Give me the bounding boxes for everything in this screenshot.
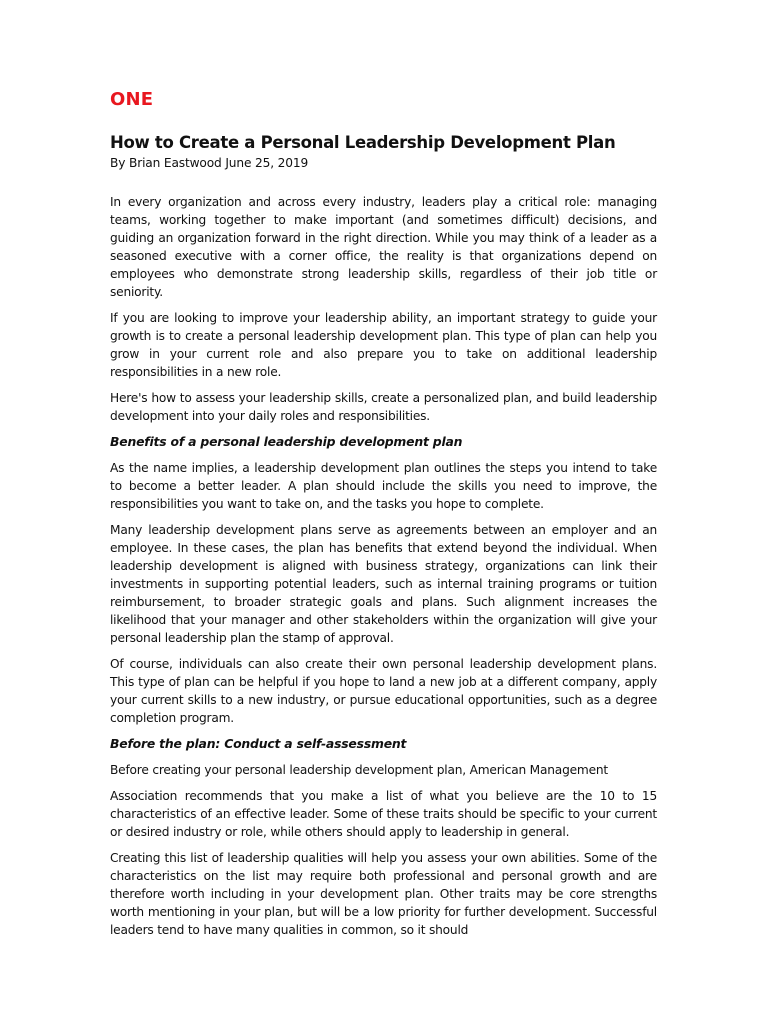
body-paragraph: In every organization and across every industry, leaders play a critical role: managing teams, working together to make important (and sometimes difficult) decisions, and guiding an organization forward in the right direction. While you may think of a leader as a seasoned executive with a corner office, the reality is that organizations depend on employees who demonstrate strong leadership skills, regardless of their job title or seniority. xyxy=(110,195,657,299)
body-paragraph: Here's how to assess your leadership skills, create a personalized plan, and build leadership development into your daily roles and responsibilities. xyxy=(110,391,657,423)
article-byline: By Brian Eastwood June 25, 2019 xyxy=(110,156,309,170)
article-title: How to Create a Personal Leadership Development Plan xyxy=(110,133,616,152)
section-heading: Benefits of a personal leadership development plan xyxy=(110,434,463,449)
body-paragraph: Association recommends that you make a list of what you believe are the 10 to 15 characteristics of an effective leader. Some of these traits should be specific to your current or desired industry or role, while others should apply to leadership in general. xyxy=(110,789,657,839)
document-page xyxy=(110,88,657,947)
body-paragraph: Many leadership development plans serve as agreements between an employer and an employee. In these cases, the plan has benefits that extend beyond the individual. When leadership development is aligned with business strategy, organizations can link their investments in supporting potential leaders, such as internal training programs or tuition reimbursement, to broader strategic goals and plans. Such alignment increases the likelihood that your manager and other stakeholders within the organization will give your personal leadership plan the stamp of approval. xyxy=(110,523,657,645)
brand-logo: ONE xyxy=(110,89,154,110)
article-body xyxy=(110,193,657,939)
body-paragraph: Creating this list of leadership qualities will help you assess your own abilities. Some of the characteristics on the list may require both professional and personal growth and are therefore worth including in your development plan. Other traits may be core strengths worth mentioning in your plan, but will be a low priority for further development. Successful leaders tend to have many qualities in common, so it should xyxy=(110,851,657,937)
body-paragraph: If you are looking to improve your leadership ability, an important strategy to guide your growth is to create a personal leadership development plan. This type of plan can help you grow in your current role and also prepare you to take on additional leadership responsibilities in a new role. xyxy=(110,311,657,379)
body-paragraph: Before creating your personal leadership development plan, American Management xyxy=(110,763,608,777)
body-paragraph: Of course, individuals can also create their own personal leadership development plans. This type of plan can be helpful if you hope to land a new job at a different company, apply your current skills to a new industry, or pursue educational opportunities, such as a degree completion program. xyxy=(110,657,657,725)
body-paragraph: As the name implies, a leadership development plan outlines the steps you intend to take to become a better leader. A plan should include the skills you need to improve, the responsibilities you want to take on, and the tasks you hope to complete. xyxy=(110,461,657,511)
section-heading: Before the plan: Conduct a self-assessment xyxy=(110,736,407,751)
